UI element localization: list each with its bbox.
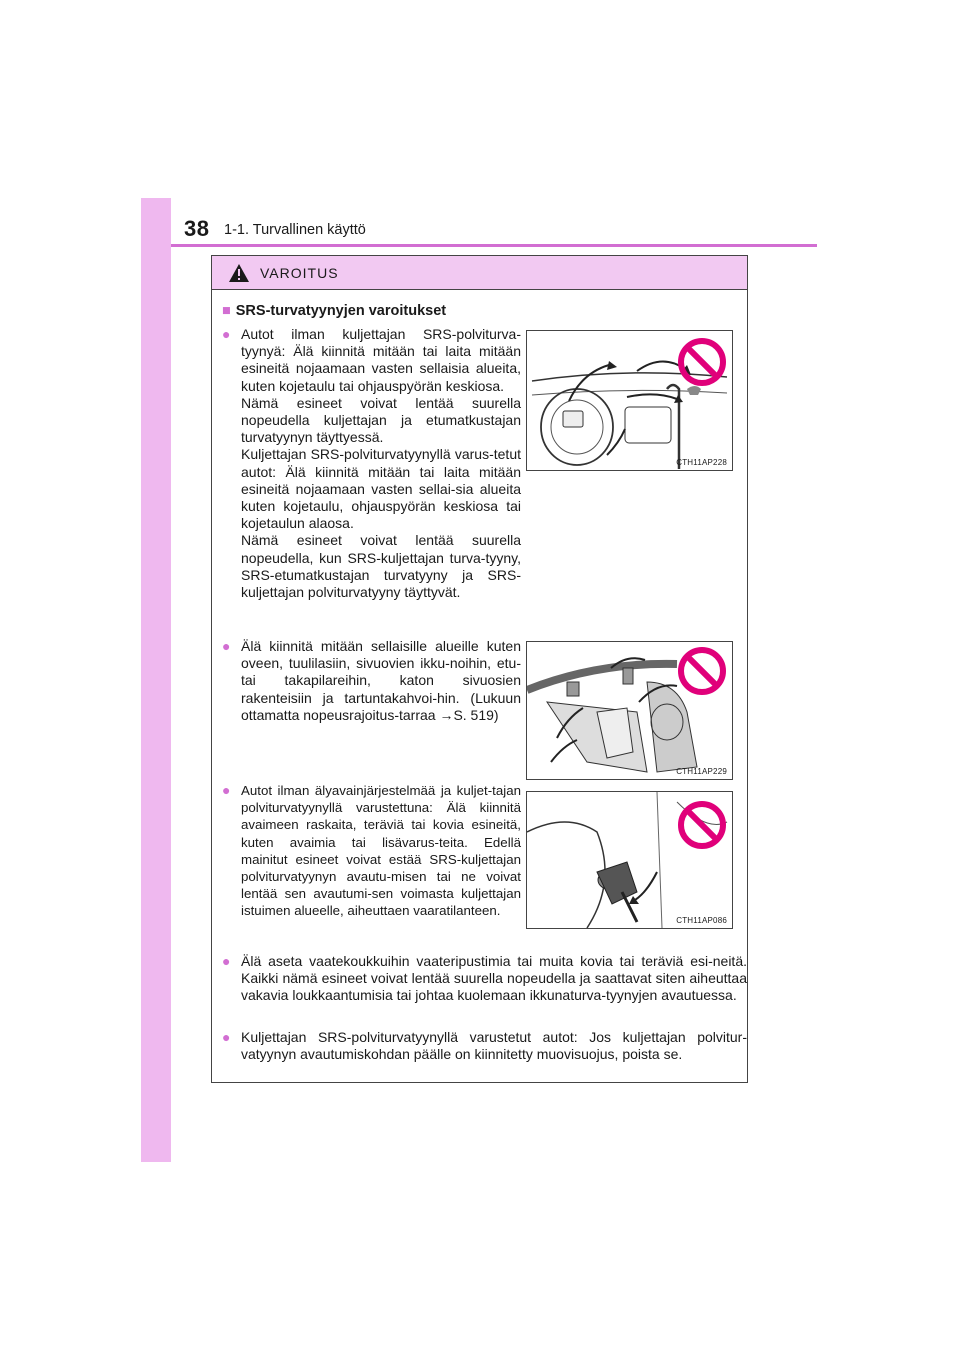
prohibition-icon [677, 800, 727, 850]
warning-item-text: Autot ilman kuljettajan SRS-polviturva-tyynyä: Älä kiinnitä mitään tai laita mitään esineitä nojaamaan vasten sellaisia alueita, kuten kojetaulu tai ohjauspyörän keskiosa. Nämä esineet voivat lentää suurella nopeudella kuljettajan ja etumatkustajan turvatyynyn täyttyessä. Kuljettajan SRS-polviturvatyynyllä varus-tetut autot: Älä kiinnitä mitään tai laita mitään esineitä nojaamaan vasten sellai-sia alueita kuten kojetaulu, ohjauspyörän keskiosa tai kojetaulun alaosa. Nämä esineet voivat lentää suurella nopeudella, kun SRS-kuljettajan turva-tyyny, SRS-etumatkustajan turvatyyny ja SRS-kuljettajan polviturvatyyny täyttyvät. [241, 326, 521, 601]
bullet-icon: ● [222, 782, 231, 798]
bullet-icon: ● [222, 326, 231, 342]
warning-item [222, 782, 521, 920]
side-strip [141, 198, 171, 1162]
warning-item-text: Älä aseta vaatekoukkuihin vaateripustimia tai muita kovia tai teräviä esi-neitä. Kaikki nämä esineet voivat lentää suurella nopeudella ja saattavat siten aiheuttaa vakavia loukkaantumisia tai johtaa kuolemaan ikkunaturva-tyynyjen avautuessa. [241, 953, 747, 1004]
bullet-icon: ● [222, 953, 231, 969]
warning-subheading: ■ SRS-turvatyynyjen varoitukset [222, 303, 447, 319]
warning-item [222, 1029, 747, 1063]
header-rule [171, 244, 817, 247]
page-number: 38 [184, 216, 210, 241]
figure-key [526, 791, 733, 929]
warning-item-text: Älä kiinnitä mitään sellaisille alueille kuten oveen, tuulilasiin, sivuovien ikku-noihin, etu- tai takapilareihin, katon sivuosien rakenteisiin ja tartuntakahvoi-hin. (Lukuun ottamatta nopeusrajoitus-tarraa →S. 519) [241, 638, 521, 723]
figure-label: CTH11AP086 [676, 916, 727, 925]
warning-item-text: Kuljettajan SRS-polviturvatyynyllä varustetut autot: Jos kuljettajan polvitur-vatyynyn avautumiskohdan päälle on kiinnitetty muovisuojus, poista se. [241, 1029, 747, 1063]
warning-label: VAROITUS [260, 264, 339, 281]
figure-label: CTH11AP228 [676, 458, 727, 467]
bullet-icon: ● [222, 1029, 231, 1045]
prohibition-icon [677, 646, 727, 696]
figure-dashboard [526, 330, 733, 471]
prohibition-icon [677, 337, 727, 387]
figure-interior [526, 641, 733, 780]
bullet-icon: ● [222, 638, 231, 654]
warning-item [222, 953, 747, 1005]
section-title: 1-1. Turvallinen käyttö [224, 222, 366, 238]
warning-item [222, 638, 521, 724]
warning-triangle-icon [228, 263, 250, 283]
warning-item [222, 326, 521, 601]
warning-header [212, 256, 747, 290]
figure-label: CTH11AP229 [676, 767, 727, 776]
warning-item-text: Autot ilman älyavainjärjestelmää ja kuljet-tajan polviturvatyynyllä varustettuna: Älä kiinnitä avaimeen raskaita, teräviä tai kovia esineitä, kuten avaimia tai lisävarus-teita. Edellä mainitut esineet voivat estää SRS-kuljettajan polviturvatyynyn avautu-misen tai ne voivat lentää sen avautumi-sen voimasta kuljettajan istuimen alueelle, aiheuttaen vaaratilanteen. [241, 783, 521, 919]
warning-box [211, 255, 748, 1083]
